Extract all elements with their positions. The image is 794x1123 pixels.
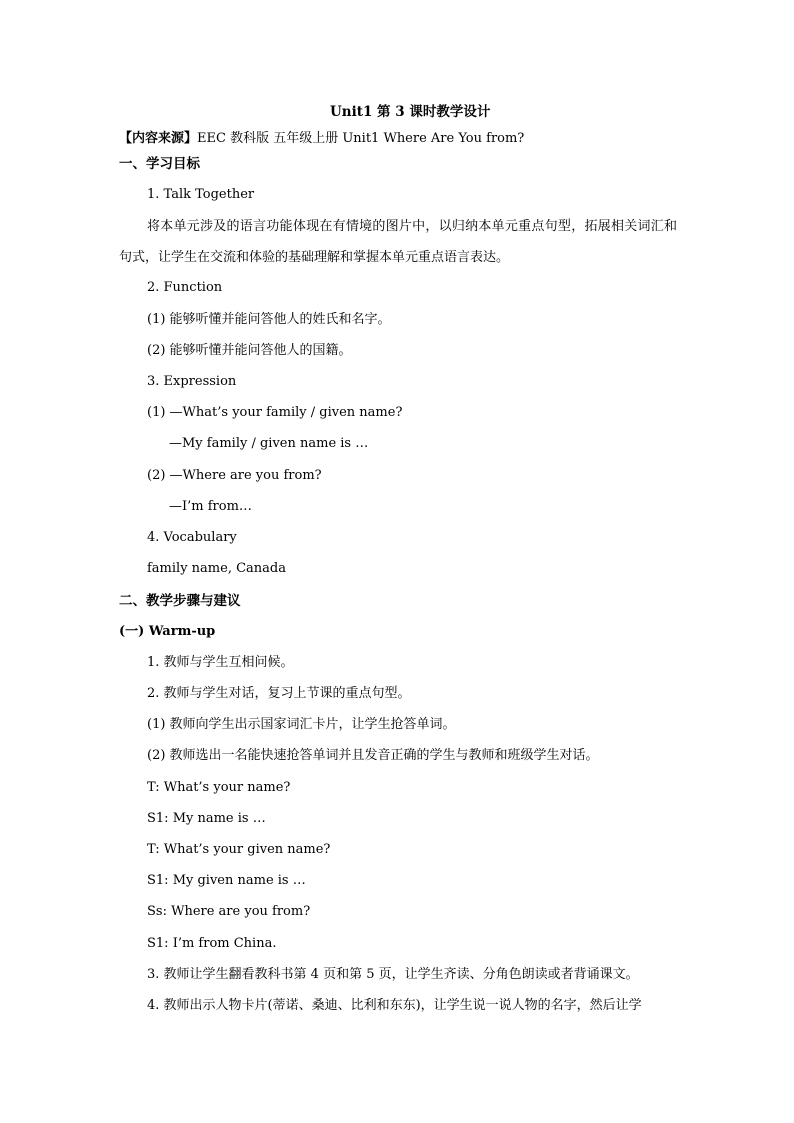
subheading-vocabulary: 4. Vocabulary [147, 530, 237, 545]
dialogue-line: S1: My name is … [147, 811, 266, 826]
dialogue-line: S1: My given name is … [147, 873, 306, 888]
step-item: 1. 教师与学生互相问候。 [147, 655, 294, 670]
step-item: 3. 教师让学生翻看教科书第 4 页和第 5 页，让学生齐读、分角色朗读或者背诵课文。 [147, 967, 639, 982]
section-heading-teaching-steps: 二、教学步骤与建议 [119, 593, 241, 609]
content-source [119, 131, 524, 147]
expression-item: (2) —Where are you from? [147, 468, 322, 483]
document-title: Unit1 第 3 课时教学设计 [330, 104, 491, 120]
subheading-talk-together: 1. Talk Together [147, 187, 255, 202]
function-item: (1) 能够听懂并能问答他人的姓氏和名字。 [147, 312, 391, 327]
expression-item: (1) —What’s your family / given name? [147, 405, 403, 420]
dialogue-line: T: What’s your given name? [147, 842, 331, 857]
subheading-warm-up: (一) Warm-up [119, 624, 216, 639]
step-item: (1) 教师向学生出示国家词汇卡片，让学生抢答单词。 [147, 717, 456, 732]
section-heading-objectives: 一、学习目标 [119, 156, 200, 172]
subheading-function: 2. Function [147, 280, 223, 295]
dialogue-line: S1: I’m from China. [147, 936, 277, 951]
function-item: (2) 能够听懂并能问答他人的国籍。 [147, 343, 352, 358]
step-item: 2. 教师与学生对话，复习上节课的重点句型。 [147, 686, 411, 701]
dialogue-line: Ss: Where are you from? [147, 904, 311, 919]
step-item: (2) 教师选出一名能快速抢答单词并且发音正确的学生与教师和班级学生对话。 [147, 748, 599, 763]
expression-item: —My family / given name is … [169, 436, 369, 451]
subheading-expression: 3. Expression [147, 374, 237, 389]
vocabulary-words: family name, Canada [147, 561, 286, 576]
expression-item: —I’m from… [169, 499, 252, 514]
step-item: 4. 教师出示人物卡片(蒂诺、桑迪、比利和东东)，让学生说一说人物的名字，然后让学 [147, 998, 642, 1013]
content-source-label: 【内容来源】 [119, 131, 198, 146]
dialogue-line: T: What’s your name? [147, 780, 291, 795]
content-source-text: EEC 教科版 五年级上册 Unit1 Where Are You from? [197, 131, 525, 146]
talk-together-description: 将本单元涉及的语言功能体现在有情境的图片中，以归纳本单元重点句型，拓展相关词汇和句式，让学生在交流和体验的基础理解和掌握本单元重点语言表达。 [119, 219, 677, 265]
